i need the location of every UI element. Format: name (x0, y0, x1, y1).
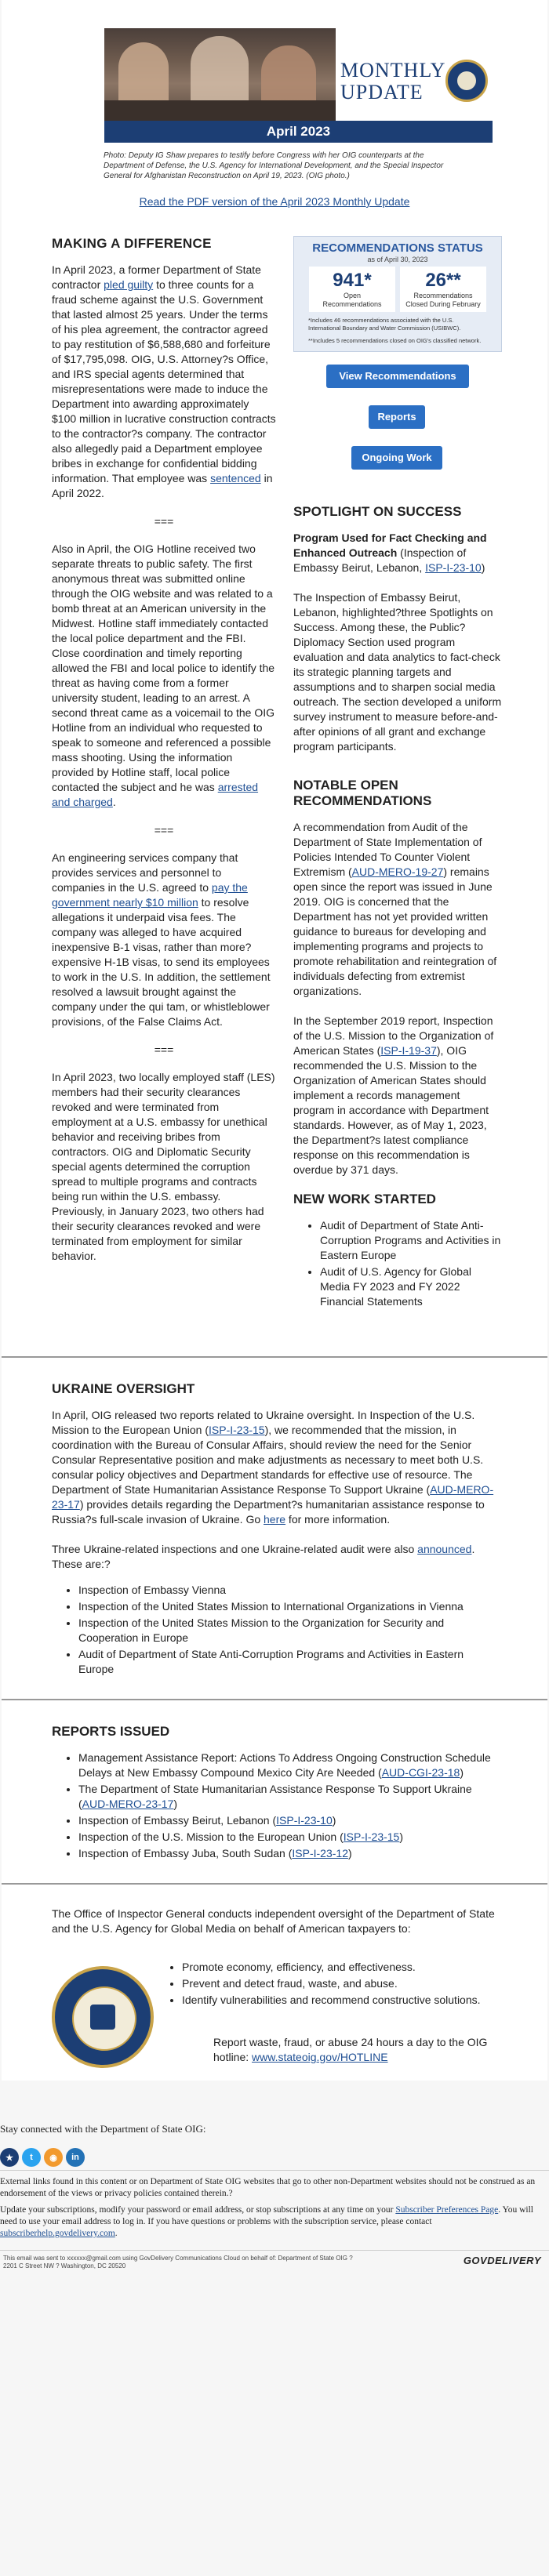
making-difference-p3: An engineering services company that provides services and personnel to companies in the U.S. agreed to pay the government nearly $10 million to resolve allegations it underpaid visa fees. The company was alleged to have acquired inexpensive B-1 visas, rather than more?expensive H-1B visas, to send its employees to work in the U.S. In addition, the settlement resolved a lawsuit brought against the company under the qui tam, or whistleblower provisions, of the False Claims Act. (52, 851, 271, 1028)
isp-i-19-37-link[interactable]: ISP-I-19-37 (380, 1044, 437, 1057)
divider (0, 2250, 549, 2251)
oig-seal-icon (52, 1966, 154, 2068)
divider (0, 2170, 549, 2171)
govdelivery-logo: GOVDELIVERY (463, 2255, 541, 2266)
list-item: • Promote economy, efficiency, and effectiveness. (182, 1960, 496, 1975)
recommendations-status-box (293, 236, 502, 352)
disclaimer: External links found in this content or on Department of State OIG websites that go to other non-Department websites should not be construed as an endorsement of the views or privacy policies contained therein.? (0, 2177, 536, 2198)
notable-p1: A recommendation from Audit of the Department of State Implementation of Policies Intended To Counter Violent Extremism (AUD-MERO-19-27) remains open since the report was issued in June 2019. OIG is concerned that the Department has not yet provided written guidance to bureaus for developing and implementing programs and projects to promote rehabilitation and reintegration of individuals defecting from extremist organizations. (293, 821, 497, 997)
aud-mero-23-17-link[interactable]: AUD-MERO-23-17 (52, 1483, 494, 1511)
spotlight-body: The Inspection of Embassy Beirut, Lebanon, highlighted?three Spotlights on Success. Among these, the Public?Diplomacy Section used program evaluation and data analytics to fact-check its strategic planning targets and assumptions and to sharpen social media outreach. The section developed a uniform survey instrument to measure before-and-after opinions of all grant and exchange program participants. (293, 591, 502, 753)
spotlight-heading: SPOTLIGHT ON SUCCESS (293, 504, 462, 519)
stay-connected: Stay connected with the Department of State OIG: (0, 2123, 206, 2135)
isp-i-23-10-link[interactable]: ISP-I-23-10 (425, 561, 482, 574)
twitter-icon[interactable]: t (22, 2148, 41, 2167)
hotline-line: Report waste, fraud, or abuse 24 hours a day to the OIG hotline: www.stateoig.gov/HOTLINE (213, 2036, 488, 2063)
oig-mission-list (166, 1960, 496, 2009)
isp-i-23-12-link[interactable]: ISP-I-23-12 (292, 1847, 348, 1859)
aud-cgi-23-18-link[interactable]: AUD-CGI-23-18 (381, 1766, 460, 1779)
notable-p2: In the September 2019 report, Inspection of the U.S. Mission to the Organization of American States (ISP-I-19-37), OIG recommended the U.S. Mission to the Organization of American States should implement a records management program in accordance with Department standards. However, as of May 1, 2023, the Department?s latest compliance response on this recommendation is overdue by 371 days. (293, 1014, 494, 1176)
rec-footnote-2: **Includes 5 recommendations closed on OIG's classified network. (308, 337, 482, 344)
ukraine-heading: UKRAINE OVERSIGHT (52, 1381, 195, 1396)
address: 2201 C Street NW ? Washington, DC 20520 (3, 2262, 126, 2269)
rec-footnote-1: *Includes 46 recommendations associated with the U.S. International Boundary and Water Commission (USIBWC). (308, 317, 461, 332)
list-item: • Inspection of Embassy Vienna (78, 1583, 497, 1598)
pdf-version-link[interactable]: Read the PDF version of the April 2023 Monthly Update (139, 195, 410, 208)
list-item: • Audit of Department of State Anti-Corruption Programs and Activities in Eastern Europe (320, 1218, 504, 1263)
making-difference-p4: In April 2023, two locally employed staff (LES) members had their security clearances revoked and were terminated from employment at a U.S. embassy for unethical behavior and receiving bribes from contractors. OIG and Diplomatic Security special agents determined the corruption spread to multiple programs and contracts being run within the U.S. embassy. Previously, in January 2023, two others had their security clearances revoked and were terminated from employment for similar behavior. (52, 1071, 275, 1262)
reports-button[interactable]: Reports (369, 405, 425, 429)
new-work-heading: NEW WORK STARTED (293, 1192, 436, 1206)
list-item: • Inspection of the United States Mission to the Organization for Security and Cooperation in Europe (78, 1616, 497, 1645)
list-item: • The Department of State Humanitarian Assistance Response To Support Ukraine (AUD-MERO-23-17) (78, 1782, 497, 1812)
ukraine-p2: Three Ukraine-related inspections and one Ukraine-related audit were also announced. These are:? (52, 1543, 475, 1570)
spotlight-subhead: Program Used for Fact Checking and Enhanced Outreach (Inspection of Embassy Beirut, Lebanon, ISP-I-23-10) (293, 532, 487, 574)
header-banner (2, 0, 547, 147)
list-item: • Management Assistance Report: Actions To Address Ongoing Construction Schedule Delays at New Embassy Compound Mexico City Are Needed (AUD-CGI-23-18) (78, 1751, 497, 1780)
right-column (284, 236, 547, 1311)
notable-heading: NOTABLE OPEN RECOMMENDATIONS (293, 778, 432, 808)
separator: === (154, 824, 174, 836)
announced-link[interactable]: announced (417, 1543, 472, 1555)
linkedin-icon[interactable]: in (66, 2148, 85, 2167)
open-recs-number: 941* (333, 270, 372, 291)
list-item: • Identify vulnerabilities and recommend constructive solutions. (182, 1993, 496, 2008)
monthly-update-title (336, 28, 493, 121)
aud-mero-23-17-link[interactable]: AUD-MERO-23-17 (82, 1798, 174, 1810)
social-icons (0, 2148, 85, 2167)
making-difference-p1: In April 2023, a former Department of State contractor pled guilty to three counts for a fraud scheme against the U.S. Government that lasted almost 25 years. Under the terms of his plea agreement, the contractor agreed to pay restitution of $6,588,680 and forfeiture of $17,795,098. OIG, U.S. Attorney?s Office, and IRS special agents determined that misrepresentations were made to induce the Department into awarding approximately $100 million in lucrative construction contracts to the contractor?s company. The contractor also allegedly paid a Department employee bribes in exchange for confidential bidding information. That employee was sentenced in April 2022. (52, 263, 276, 499)
isp-i-23-15-link[interactable]: ISP-I-23-15 (343, 1830, 400, 1843)
pled-guilty-link[interactable]: pled guilty (104, 278, 154, 291)
header-photo (104, 28, 336, 121)
two-column-section (2, 236, 547, 1311)
title-line1: MONTHLY (340, 59, 446, 82)
title-line2: UPDATE (340, 81, 424, 103)
separator: === (154, 1043, 174, 1056)
rec-status-title: RECOMMENDATIONS STATUS (312, 241, 483, 255)
seal-icon[interactable]: ★ (0, 2148, 19, 2167)
reports-section (2, 1700, 547, 1861)
newsletter (2, 0, 547, 2081)
open-recs-stat: 941* Open Recommendations (309, 267, 395, 312)
isp-i-23-10-link[interactable]: ISP-I-23-10 (276, 1814, 333, 1827)
oig-intro: The Office of Inspector General conducts independent oversight of the Department of State and the U.S. Agency for Global Media on behalf of American taxpayers to: (52, 1907, 495, 1935)
aud-mero-19-27-link[interactable]: AUD-MERO-19-27 (351, 865, 444, 878)
email-footer (0, 2117, 549, 2576)
closed-recs-number: 26** (425, 270, 461, 291)
list-item: • Inspection of the U.S. Mission to the European Union (ISP-I-23-15) (78, 1830, 497, 1845)
photo-caption: Photo: Deputy IG Shaw prepares to testify before Congress with her OIG counterparts at the Department of Defense, the U.S. Agency for International Development, and the Special Inspector General for Afghanistan Reconstruction on April 19, 2023. (OIG photo.) (104, 151, 444, 180)
ukraine-section (2, 1358, 547, 1677)
ongoing-work-button[interactable]: Ongoing Work (351, 446, 442, 470)
closed-recs-stat: 26** Recommendations Closed During February (400, 267, 486, 312)
arrested-charged-link[interactable]: arrested and charged (52, 781, 259, 808)
rec-as-of: as of April 30, 2023 (367, 256, 428, 263)
pay-government-link[interactable]: pay the government nearly $10 million (52, 881, 248, 909)
hotline-link[interactable]: www.stateoig.gov/HOTLINE (252, 2051, 388, 2063)
ukraine-p1: In April, OIG released two reports related to Ukraine oversight. In Inspection of the U.S. Mission to the European Union (ISP-I-23-15), we recommended that the mission, in coordination with the Bureau of Consular Affairs, should review the need for the Senior Consular Representative position and make adjustments as necessary to meet both U.S. consular policy objectives and Department standards for effective use of resource. The Department of State Humanitarian Assistance Response To Support Ukraine (AUD-MERO-23-17) provides details regarding the Department?s humanitarian assistance response to Russia?s full-scale invasion of Ukraine. Go here for more information. (52, 1409, 494, 1526)
list-item: • Audit of U.S. Agency for Global Media FY 2023 and FY 2022 Financial Statements (320, 1264, 504, 1309)
list-item: • Inspection of Embassy Beirut, Lebanon (ISP-I-23-10) (78, 1813, 497, 1828)
separator: === (154, 515, 174, 528)
making-difference-p2: Also in April, the OIG Hotline received two separate threats to public safety. The first anonymous threat was submitted online through the OIG website and was related to a bomb threat at an American university in the Midwest. Hotline staff immediately contacted the local police department and the FBI. Close coordination and timely reporting allowed the FBI and local police to identify the threat as having come from a former university student, leading to an arrest. A second threat came as a voicemail to the OIG Hotline from an individual who requested to speak to someone and referenced a possible mass shooting. Using the information provided by Hotline staff, local police contacted the subject and he was arrested and charged. (52, 542, 275, 808)
ukraine-list (52, 1583, 497, 1677)
manage-subscriptions: Update your subscriptions, modify your password or email address, or stop subscriptions at any time on your Subscriber Preferences Page. You will need to use your email address to log in. If you have questions or problems with the subscription service, please contact subscriberhelp.govdelivery.com. (0, 2205, 533, 2238)
reports-heading: REPORTS ISSUED (52, 1724, 170, 1739)
rss-icon[interactable]: ◉ (44, 2148, 63, 2167)
subscriber-preferences-link[interactable]: Subscriber Preferences Page (395, 2205, 499, 2215)
list-item: • Audit of Department of State Anti-Corruption Programs and Activities in Eastern Europe (78, 1647, 497, 1677)
list-item: • Inspection of the United States Mission to International Organizations in Vienna (78, 1599, 497, 1614)
left-column (2, 236, 284, 1311)
oig-seal-icon (445, 60, 488, 102)
subscriber-help-link[interactable]: subscriberhelp.govdelivery.com (0, 2229, 115, 2238)
sentenced-link[interactable]: sentenced (210, 472, 261, 484)
here-link[interactable]: here (264, 1513, 286, 1526)
month-bar: April 2023 (104, 121, 493, 143)
new-work-list (293, 1218, 504, 1309)
making-difference-heading: MAKING A DIFFERENCE (52, 236, 212, 251)
reports-list (52, 1751, 497, 1861)
oig-mission-footer (2, 1885, 547, 2081)
list-item: • Inspection of Embassy Juba, South Sudan (ISP-I-23-12) (78, 1846, 497, 1861)
sent-to: This email was sent to xxxxxx@gmail.com using GovDelivery Communications Cloud on behalf of: Department of State OIG ? (3, 2255, 353, 2262)
isp-i-23-15-link[interactable]: ISP-I-23-15 (209, 1424, 265, 1436)
list-item: • Prevent and detect fraud, waste, and abuse. (182, 1976, 496, 1991)
view-recommendations-button[interactable]: View Recommendations (326, 365, 469, 388)
